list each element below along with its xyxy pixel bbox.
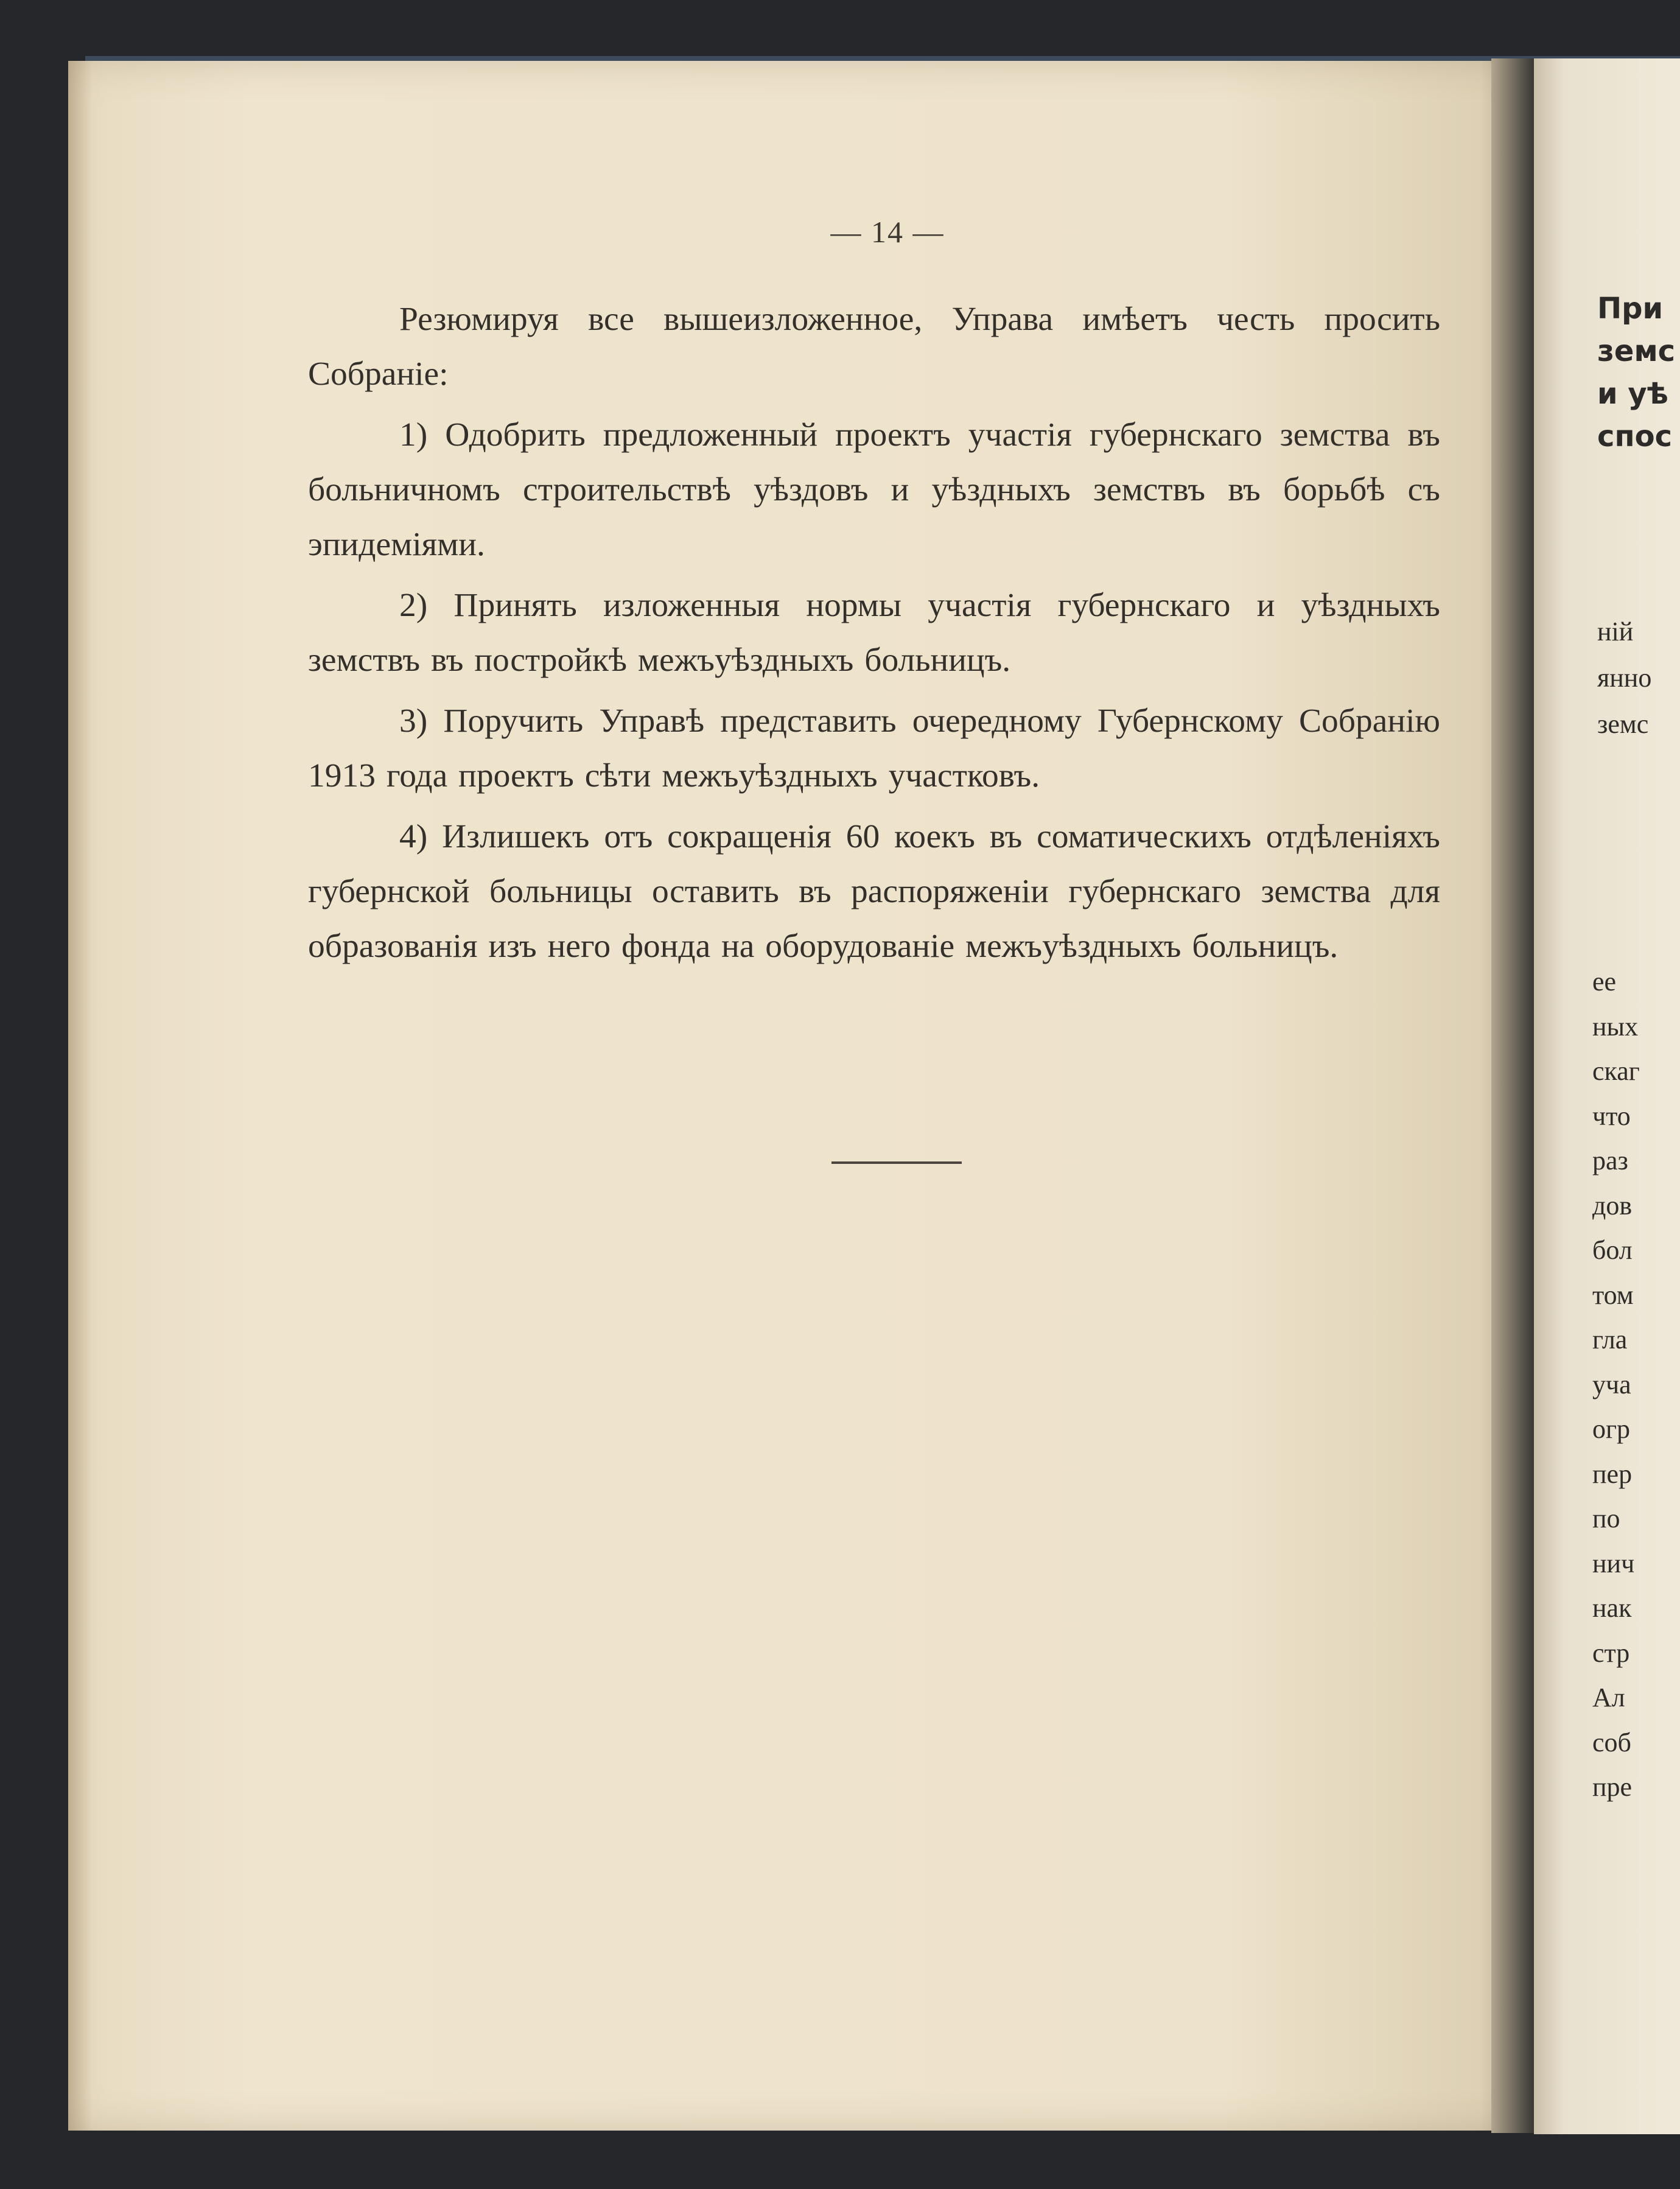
text-line: пре [1592,1772,1633,1802]
text-line: пер [1592,1459,1633,1489]
text-line: стр [1592,1637,1630,1668]
text-line: том [1592,1280,1634,1310]
text-line: бол [1592,1235,1633,1265]
paragraph-item-2: 2) Принять изложенныя нормы участія губернскаго и уѣздныхъ земствъ въ постройкѣ межъуѣздныхъ больницъ. [308,587,1440,679]
text-line: огр [1592,1414,1631,1444]
paragraph-item-1: 1) Одобрить предложенный проектъ участія губернскаго земства въ больничномъ строительствѣ уѣздовъ и уѣздныхъ земствъ въ борьбѣ съ эпидеміями. [308,416,1440,563]
text-line: раз [1592,1146,1628,1175]
text-line: гла [1592,1325,1628,1354]
right-page-heading [1597,287,1680,458]
page-number: — 14 — [830,215,945,249]
heading-line: При [1597,292,1664,326]
paragraph-item-3: 3) Поручить Управѣ представить очередному Губернскому Собранію 1913 года проектъ сѣти межъуѣздныхъ участковъ. [308,702,1440,794]
text-line: ее [1592,967,1617,996]
intro-line: земс [1597,709,1649,739]
intro-line: ній [1597,617,1634,646]
paragraph-item-4: 4) Излишекъ отъ сокращенія 60 коекъ въ соматическихъ отдѣленіяхъ губернской больницы оставить въ распоряженіи губернскаго земства для образованія изъ него фонда на оборудованіе межъуѣздныхъ больницъ. [308,818,1440,965]
text-line: скаг [1592,1056,1640,1086]
intro-line: янно [1597,663,1652,693]
right-page-text [1592,959,1680,1810]
heading-line: и уѣ [1597,377,1668,411]
text-line: уча [1592,1369,1631,1399]
text-line: дов [1592,1190,1633,1221]
text-line: нич [1592,1548,1635,1578]
heading-line: земс [1597,334,1676,368]
paragraph-summary: Резюмируя все вышеизложенное, Управа имѣетъ честь просить Собраніе: [308,301,1440,393]
text-line: что [1592,1101,1631,1131]
right-page-intro [1597,609,1680,748]
main-text [308,292,1440,974]
text-line: ных [1592,1011,1639,1042]
closing-rule [831,1161,962,1164]
text-line: Ал [1592,1683,1625,1712]
text-line: нак [1592,1593,1632,1623]
text-line: по [1592,1504,1620,1533]
text-line: соб [1592,1727,1631,1757]
heading-line: спос [1597,419,1673,454]
